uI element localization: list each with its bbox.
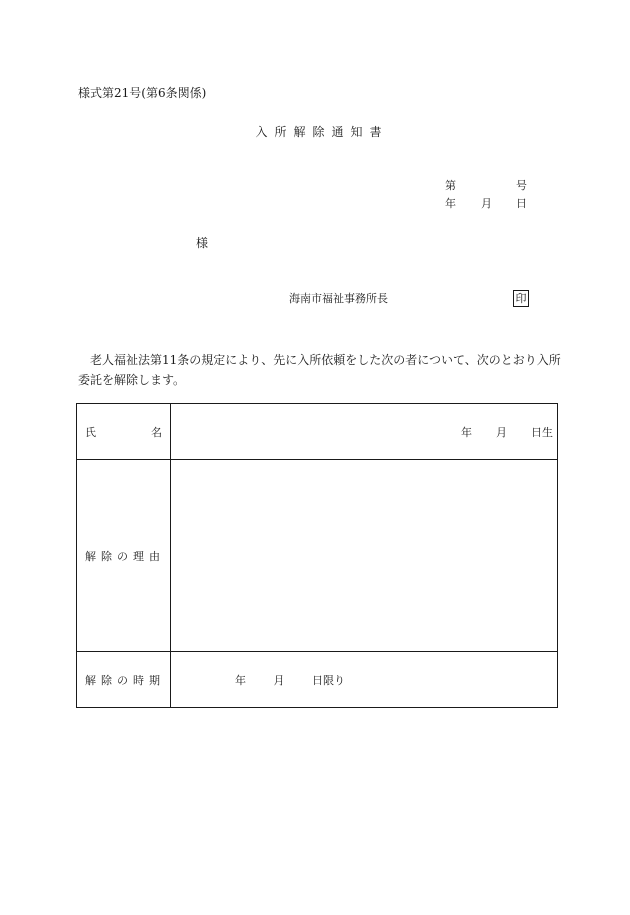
birth-year-label: 年 [461,425,472,439]
name-value-cell[interactable] [171,404,558,460]
name-label-left: 氏 [85,425,96,439]
name-label-cell [77,404,171,460]
notice-body-line-1: 老人福祉法第11条の規定により、先に入所依頼をした次の者について、次のとおり入所 [90,353,561,367]
name-label-right: 名 [151,425,162,439]
seal-mark: 印 [513,290,529,307]
addressee-suffix: 様 [196,236,209,250]
reason-label-cell [77,460,171,652]
period-label: 解除の時期 [85,673,165,687]
birth-day-label: 日生 [531,425,553,439]
period-year-label: 年 [235,673,246,687]
notice-body [78,350,564,390]
period-label-cell [77,652,171,708]
period-day-label: 日限り [312,673,345,687]
table-row-period [77,652,558,708]
notice-body-line-2: 委託を解除します。 [78,373,186,387]
reason-value-cell[interactable] [171,460,558,652]
issue-date-day: 日 [516,197,527,210]
table-row-name [77,404,558,460]
form-number: 様式第21号(第6条関係) [78,86,207,100]
issue-date-year: 年 [445,197,456,210]
period-month-label: 月 [273,673,285,687]
sender-title: 海南市福祉事務所長 [289,292,388,305]
details-table [76,403,558,708]
issue-date-month: 月 [481,197,492,210]
birth-month-label: 月 [496,425,507,439]
period-value-cell[interactable] [171,652,558,708]
number-suffix: 号 [516,179,527,192]
reason-label: 解除の理由 [85,549,165,563]
document-title: 入所解除通知書 [255,125,389,139]
table-row-reason [77,460,558,652]
number-prefix: 第 [445,179,456,192]
